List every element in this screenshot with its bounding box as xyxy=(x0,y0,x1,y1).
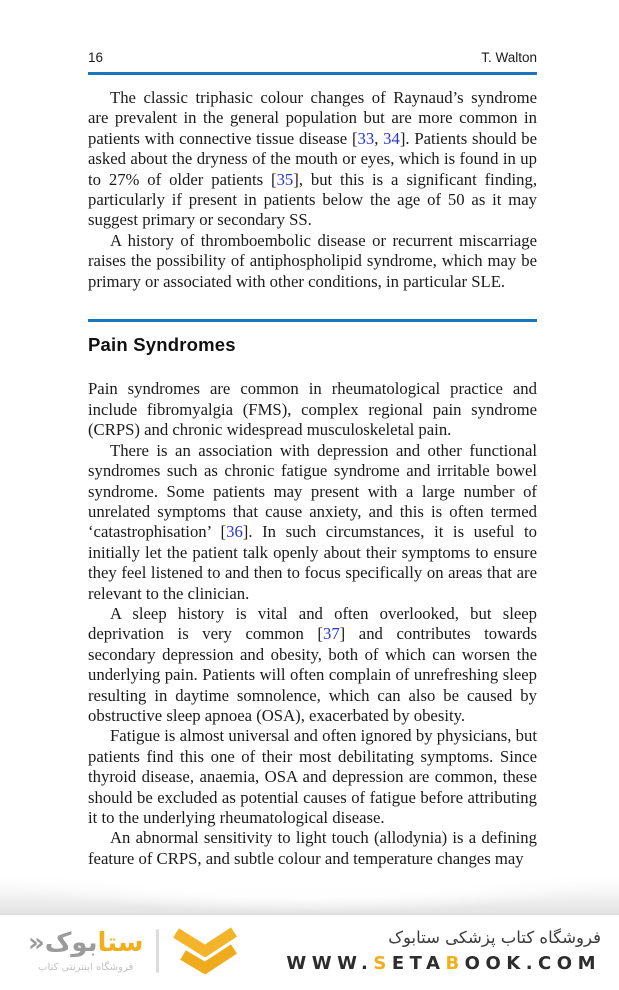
citation-link[interactable]: 34 xyxy=(383,128,400,148)
citation-link[interactable]: 35 xyxy=(276,169,294,189)
text-run: ], but this is a significant finding, particularly if present in patients below the age of 50 as it may suggest primary or secondary SS. xyxy=(88,169,537,230)
text-run: ] and contributes towards secondary depression and obesity, both of which can worsen the underlying pain. Patients will often complain of unrefreshing sleep resulting in daytime somnolence, which can also be caused by obstructive sleep apnoea (OSA), exacerbated by obesity. xyxy=(88,624,537,725)
page-body-text xyxy=(88,88,537,869)
author-name: T. Walton xyxy=(481,50,537,65)
page-bottom-shadow xyxy=(0,878,619,915)
section-title: Pain Syndromes xyxy=(88,334,236,356)
website-text-run: S xyxy=(373,953,392,974)
text-run: Pain syndromes are common in rheumatological practice and include fibromyalgia (FMS), complex regional pain syndrome (CRPS) and chronic widespread musculoskeletal pain. xyxy=(88,379,537,440)
text-run: A sleep history is vital and often overlooked, but sleep deprivation is very common [ xyxy=(88,603,537,644)
citation-link[interactable]: 33 xyxy=(357,128,375,148)
text-run: Fatigue is almost universal and often ignored by physicians, but patients find this one of their most debilitating symptoms. Since thyroid disease, anaemia, OSA and depression are common, these should be excluded as potential causes of fatigue before attributing it to the underlying rheumatological disease. xyxy=(88,726,537,827)
paragraph xyxy=(88,441,537,604)
logo-wordmark-block xyxy=(28,929,143,973)
text-run: ]. In such circumstances, it is useful to initially let the patient talk openly about their symptoms to ensure they feel listened to and then to focus specifically on areas that are relevant to the clinician. xyxy=(88,522,537,603)
paragraph xyxy=(88,726,537,828)
logo-divider xyxy=(156,929,159,973)
paragraph xyxy=(88,379,537,440)
citation-link[interactable]: 37 xyxy=(322,624,340,644)
wordmark-gray-text: بوک xyxy=(44,928,98,959)
website-link[interactable] xyxy=(286,953,601,974)
text-run: There is an association with depression and other functional syndromes such as chronic fatigue syndrome and irritable bowel syndrome. Some patients may present with a large number of unrelated symptoms that cause anxiety, and this is often termed ‘catastrophisation’ [ xyxy=(88,440,537,542)
paragraph xyxy=(88,88,537,231)
logo-tagline: فروشگاه اینترنتی کتاب xyxy=(38,961,134,973)
header-rule xyxy=(88,72,537,75)
citation-link[interactable]: 36 xyxy=(226,522,243,542)
website-text-run: ETA xyxy=(391,953,446,974)
section-rule xyxy=(88,319,537,322)
wordmark-guillemet: « xyxy=(28,928,45,959)
text-run: A history of thromboembolic disease or recurrent miscarriage raises the possibility of antiphospholipid syndrome, which may be primary or associated with other conditions, in particular SLE. xyxy=(88,230,537,291)
intro-paragraphs xyxy=(88,88,537,292)
footer-right-block xyxy=(286,928,601,974)
text-run: , xyxy=(374,128,384,148)
wordmark-accent-text: ستا xyxy=(97,928,144,959)
page-number: 16 xyxy=(88,50,104,65)
double-chevron-icon xyxy=(172,922,238,980)
setabook-logo xyxy=(28,922,238,980)
store-name: فروشگاه کتاب پزشکی ستابوک xyxy=(388,928,601,947)
section-paragraphs xyxy=(88,379,537,869)
text-run: An abnormal sensitivity to light touch (allodynia) is a defining feature of CRPS, and subtle colour and temperature changes may xyxy=(88,828,537,868)
logo-wordmark xyxy=(28,929,143,959)
paragraph xyxy=(88,828,537,869)
text-run: ]. Patients should be asked about the dryness of the mouth or eyes, which is found in up to 27% of older patients [ xyxy=(88,128,538,189)
website-text-run: B xyxy=(445,953,465,974)
page-header xyxy=(88,50,537,65)
bookstore-footer xyxy=(0,916,619,990)
paragraph xyxy=(88,604,537,726)
text-run: The classic triphasic colour changes of Raynaud’s syndrome are prevalent in the general population but are more common in patients with connective tissue disease [ xyxy=(88,88,537,148)
website-text-run: OOK.COM xyxy=(464,953,601,974)
website-text-run: WWW. xyxy=(286,953,374,974)
paragraph xyxy=(88,231,537,292)
